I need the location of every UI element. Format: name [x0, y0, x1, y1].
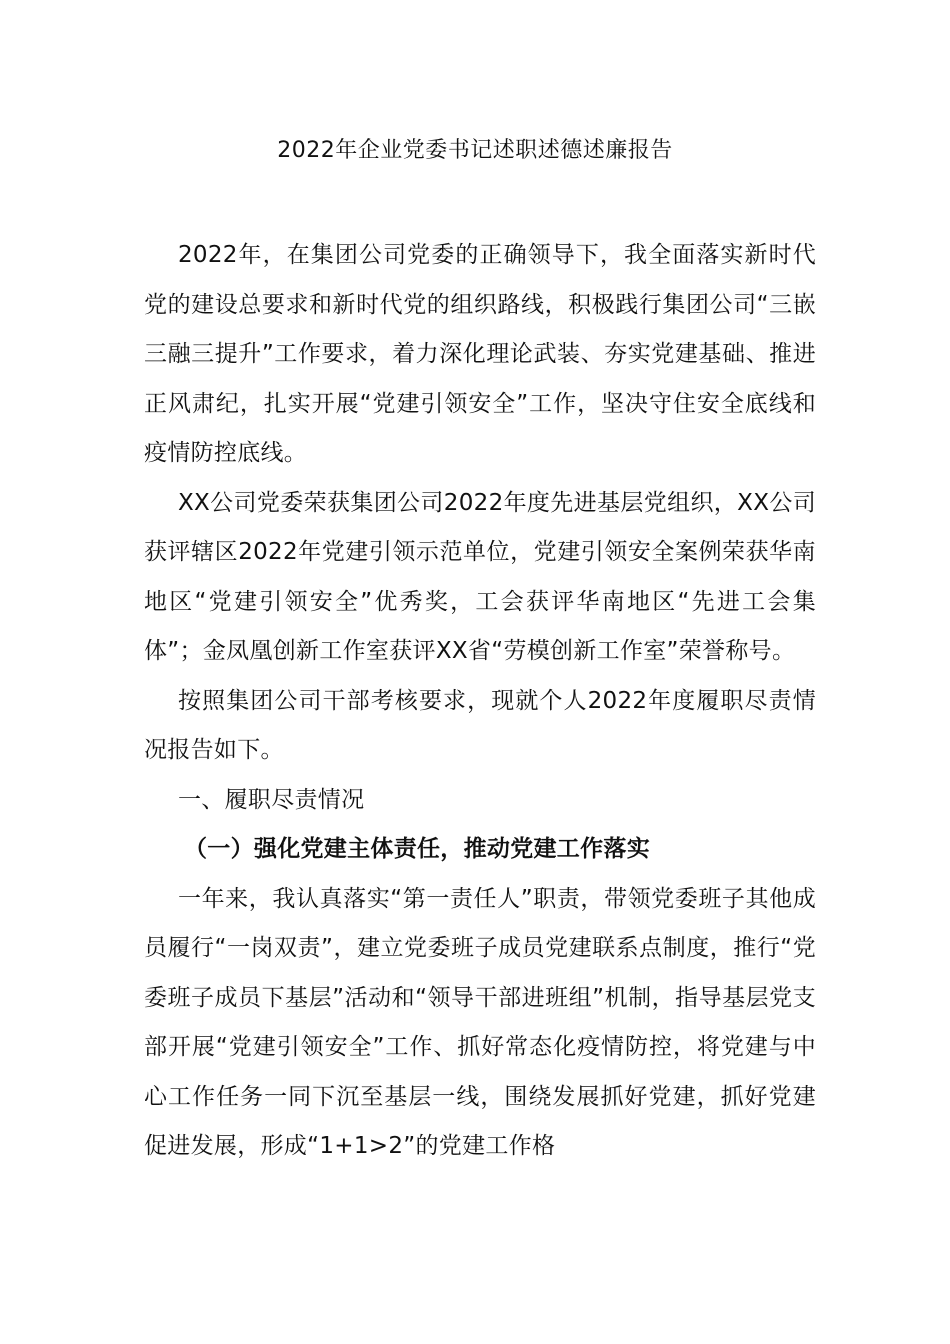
section-heading-1: 一、履职尽责情况 [178, 786, 365, 813]
document-title: 2022年企业党委书记述职述德述廉报告 [277, 138, 673, 163]
paragraph-intro: 2022年，在集团公司党委的正确领导下，我全面落实新时代党的建设总要求和新时代党的组织路线，积极践行集团公司“三嵌三融三提升”工作要求，着力深化理论武装、夯实党建基础、推进正风肃纪，扎实开展“党建引领安全”工作，坚决守住安全底线和疫情防控底线。 [144, 242, 816, 466]
subsection-heading-1: （一）强化党建主体责任，推动党建工作落实 [184, 836, 650, 862]
paragraph-party-building: 一年来，我认真落实“第一责任人”职责，带领党委班子其他成员履行“一岗双责”，建立党委班子成员党建联系点制度，推行“党委班子成员下基层”活动和“领导干部进班组”机制，指导基层党支部开展“党建引领安全”工作、抓好常态化疫情防控，将党建与中心工作任务一同下沉至基层一线，围绕发展抓好党建，抓好党建促进发展，形成“1+1>2”的党建工作格 [144, 885, 816, 1159]
document-body [144, 231, 816, 1172]
paragraph-honors: XX公司党委荣获集团公司2022年度先进基层党组织，XX公司获评辖区2022年党建引领示范单位，党建引领安全案例荣获华南地区“党建引领安全”优秀奖，工会获评华南地区“先进工会集体”；金凤凰创新工作室获评XX省“劳模创新工作室”荣誉称号。 [144, 489, 816, 664]
paragraph-report-intro: 按照集团公司干部考核要求，现就个人2022年度履职尽责情况报告如下。 [144, 687, 816, 763]
